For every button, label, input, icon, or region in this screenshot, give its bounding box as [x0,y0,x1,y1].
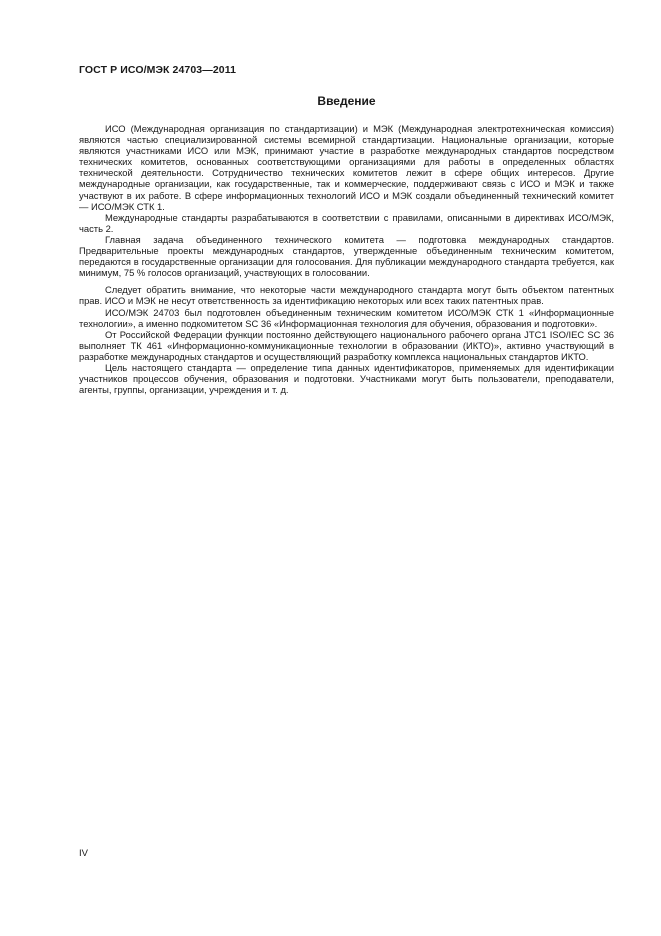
paragraph-iso-iec-overview: ИСО (Международная организация по стандартизации) и МЭК (Международная электротехническая комиссия) являются частью специализированной системы всемирной стандартизации. Национальные организации, которые являются участниками ИСО или МЭК, принимают участие в разработке международных стандартов посредством технических комитетов, основанных соответствующими организациями для работы в определенных областях технической деятельности. Сотрудничество технических комитетов лежит в сфере общих интересов. Другие международные организации, как государственные, так и коммерческие, поддерживают связь с ИСО и МЭК и также участвуют в их работе. В сфере информационных технологий ИСО и МЭК создали объединенный технический комитет — ИСО/МЭК СТК 1. [79,123,614,212]
paragraph-joint-committee-task: Главная задача объединенного технического комитета — подготовка международных стандартов. Предварительные проекты международных стандартов, утвержденные объединенным техническим комитетом, передаются в государственные организации для голосования. Для публикации международного стандарта требуется, как минимум, 75 % голосов организаций, участвующих в голосовании. [79,233,614,279]
document-standard-header: ГОСТ Р ИСО/МЭК 24703—2011 [79,64,237,76]
paragraph-purpose: Цель настоящего стандарта — определение типа данных идентификаторов, применяемых для идентификации участников процессов обучения, образования и подготовки. Участниками могут быть пользователи, преподаватели, агенты, группы, организации, учреждения и т. д. [79,361,614,396]
paragraph-prepared-by: ИСО/МЭК 24703 был подготовлен объединенным техническим комитетом ИСО/МЭК СТК 1 «Информационные технологии», а именно подкомитетом SC 36 «Информационная технология для обучения, образования и подготовки». [79,306,614,329]
introduction-body [79,123,614,395]
paragraph-patent-rights: Следует обратить внимание, что некоторые части международного стандарта могут быть объектом патентных прав. ИСО и МЭК не несут ответственность за идентификацию некоторых или всех таких патентных прав. [79,284,614,307]
paragraph-russian-federation: От Российской Федерации функции постоянно действующего национального рабочего органа JTC1 ISO/IEC SC 36 выполняет ТК 461 «Информационно-коммуникационные технологии в образовании (ИКТО)», активно участвующий в разработке международных стандартов и осуществляющий разработку комплекса национальных стандартов ИКТО. [79,328,614,362]
paragraph-directives: Международные стандарты разрабатываются в соответствии с правилами, описанными в директивах ИСО/МЭК, часть 2. [79,211,614,234]
page-number: IV [79,848,88,859]
section-title-introduction: Введение [317,94,376,108]
